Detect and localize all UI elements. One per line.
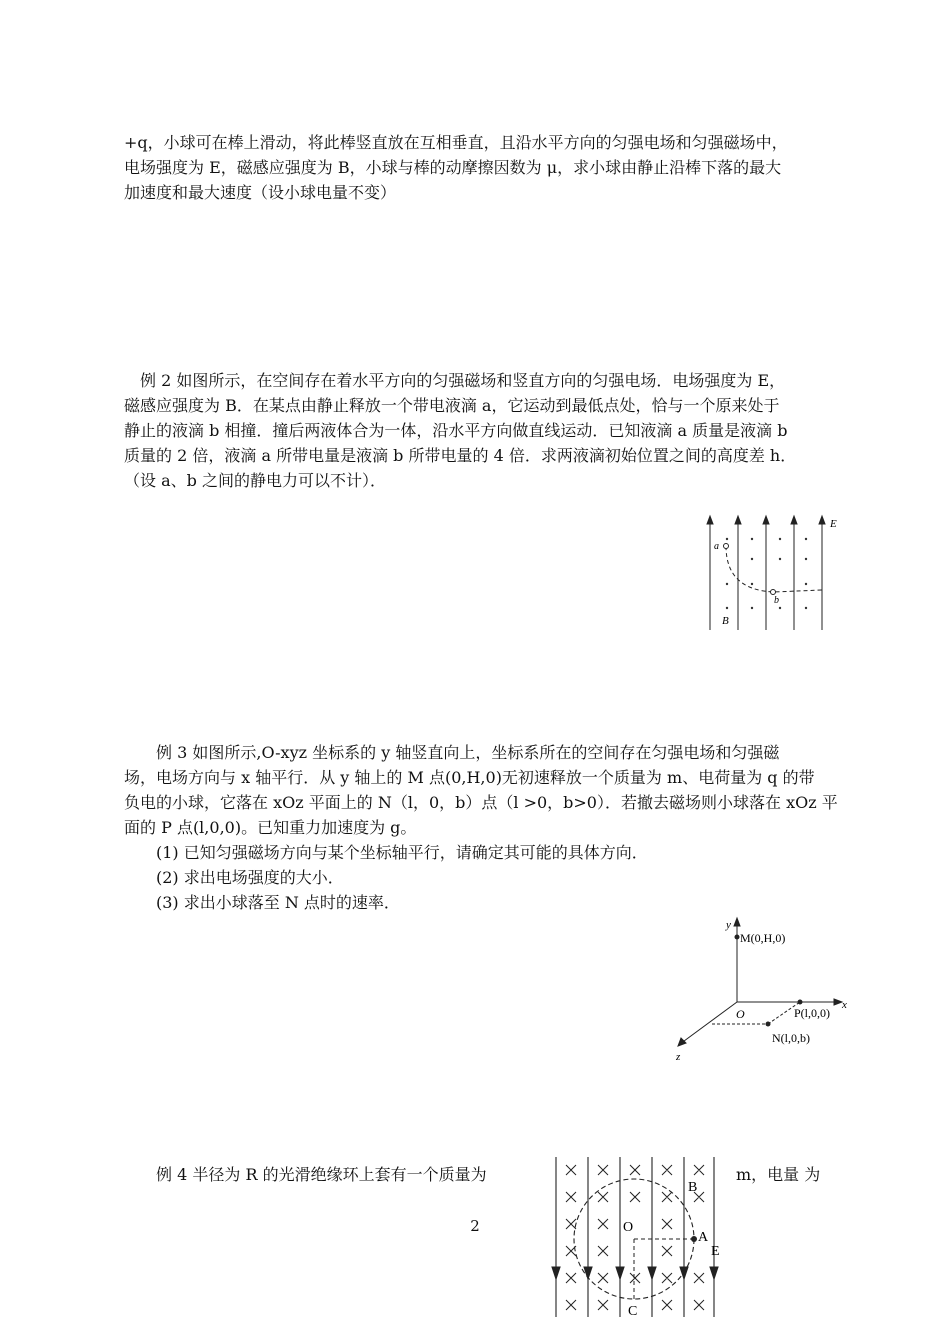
example4-text-right: m，电量 为	[736, 1165, 821, 1184]
example3-question: (3) 求出小球落至 N 点时的速率．	[156, 893, 400, 912]
example2-line: 质量的 2 倍，液滴 a 所带电量是液滴 b 所带电量的 4 倍．求两液滴初始位置之间的高度差 h．	[124, 446, 797, 465]
example4-text-left: 例 4 半径为 R 的光滑绝缘环上套有一个质量为	[156, 1165, 487, 1184]
label-C: C	[628, 1304, 638, 1317]
intro-line: +q，小球可在棒上滑动，将此棒竖直放在互相垂直，且沿水平方向的匀强电场和匀强磁场中，	[124, 133, 788, 152]
label-y: y	[726, 919, 731, 931]
label-M: M(0,H,0)	[740, 931, 786, 945]
page-number: 2	[470, 1217, 480, 1235]
example3-axes-figure	[670, 910, 850, 1065]
drop-a	[724, 544, 729, 549]
label-P: P(l,0,0)	[794, 1006, 830, 1020]
example3-question: (1) 已知匀强磁场方向与某个坐标轴平行，请确定其可能的具体方向．	[156, 843, 648, 862]
point-M	[735, 935, 740, 940]
label-B: B	[722, 615, 729, 627]
example3-line: 场，电场方向与 x 轴平行．从 y 轴上的 M 点(0,H,0)无初速释放一个质量为 m、电荷量为 q 的带	[124, 768, 815, 787]
drop-b	[771, 590, 776, 595]
label-O: O	[623, 1220, 634, 1235]
label-N: N(l,0,b)	[772, 1031, 810, 1045]
label-z: z	[676, 1051, 681, 1063]
label-a: a	[714, 541, 719, 552]
example3-paragraph	[124, 740, 838, 915]
example2-line: （设 a、b 之间的静电力可以不计）．	[124, 471, 386, 490]
example3-line: 面的 P 点(l,0,0)。已知重力加速度为 g。	[124, 818, 417, 837]
field-line	[710, 1157, 718, 1317]
example2-line: 磁感应强度为 B．在某点由静止释放一个带电液滴 a，它运动到最低点处，恰与一个原来处于	[124, 396, 780, 415]
field-line	[680, 1157, 688, 1317]
example2-line: 例 2 如图所示，在空间存在着水平方向的匀强磁场和竖直方向的匀强电场．电场强度为 E，	[140, 371, 786, 390]
field-line	[552, 1157, 560, 1317]
label-b: b	[774, 595, 779, 606]
example2-field-figure	[700, 512, 840, 632]
intro-paragraph	[124, 130, 834, 205]
label-E: E	[711, 1244, 720, 1259]
field-line	[819, 516, 825, 630]
label-O: O	[736, 1007, 745, 1021]
point-P	[798, 1000, 803, 1005]
field-line	[584, 1157, 592, 1317]
label-A: A	[698, 1230, 709, 1245]
example3-line: 例 3 如图所示,O-xyz 坐标系的 y 轴竖直向上，坐标系所在的空间存在匀强电场和匀强磁	[156, 743, 780, 762]
example4-ring-figure	[548, 1157, 728, 1317]
example2-paragraph	[124, 368, 834, 493]
field-line	[735, 516, 741, 630]
point-N	[766, 1022, 771, 1027]
label-B: B	[688, 1180, 698, 1195]
example2-line: 静止的液滴 b 相撞．撞后两液体合为一体，沿水平方向做直线运动．已知液滴 a 质量是液滴 b	[124, 421, 788, 440]
field-line	[707, 516, 713, 630]
example3-line: 负电的小球，它落在 xOz 平面上的 N（l，0，b）点（l >0，b>0）．若撤去磁场则小球落在 xOz 平	[124, 793, 838, 812]
intro-line: 电场强度为 E，磁感应强度为 B，小球与棒的动摩擦因数为 μ，求小球由静止沿棒下落的最大	[124, 158, 782, 177]
point-A	[691, 1236, 697, 1242]
label-E: E	[830, 518, 837, 530]
intro-line: 加速度和最大速度（设小球电量不变）	[124, 183, 397, 202]
field-line	[791, 516, 797, 630]
field-line	[763, 516, 769, 630]
trajectory-path	[726, 546, 822, 592]
magnetic-field-crosses	[566, 1165, 704, 1310]
label-x: x	[842, 999, 847, 1011]
example3-question: (2) 求出电场强度的大小．	[156, 868, 344, 887]
z-axis	[680, 1002, 737, 1044]
